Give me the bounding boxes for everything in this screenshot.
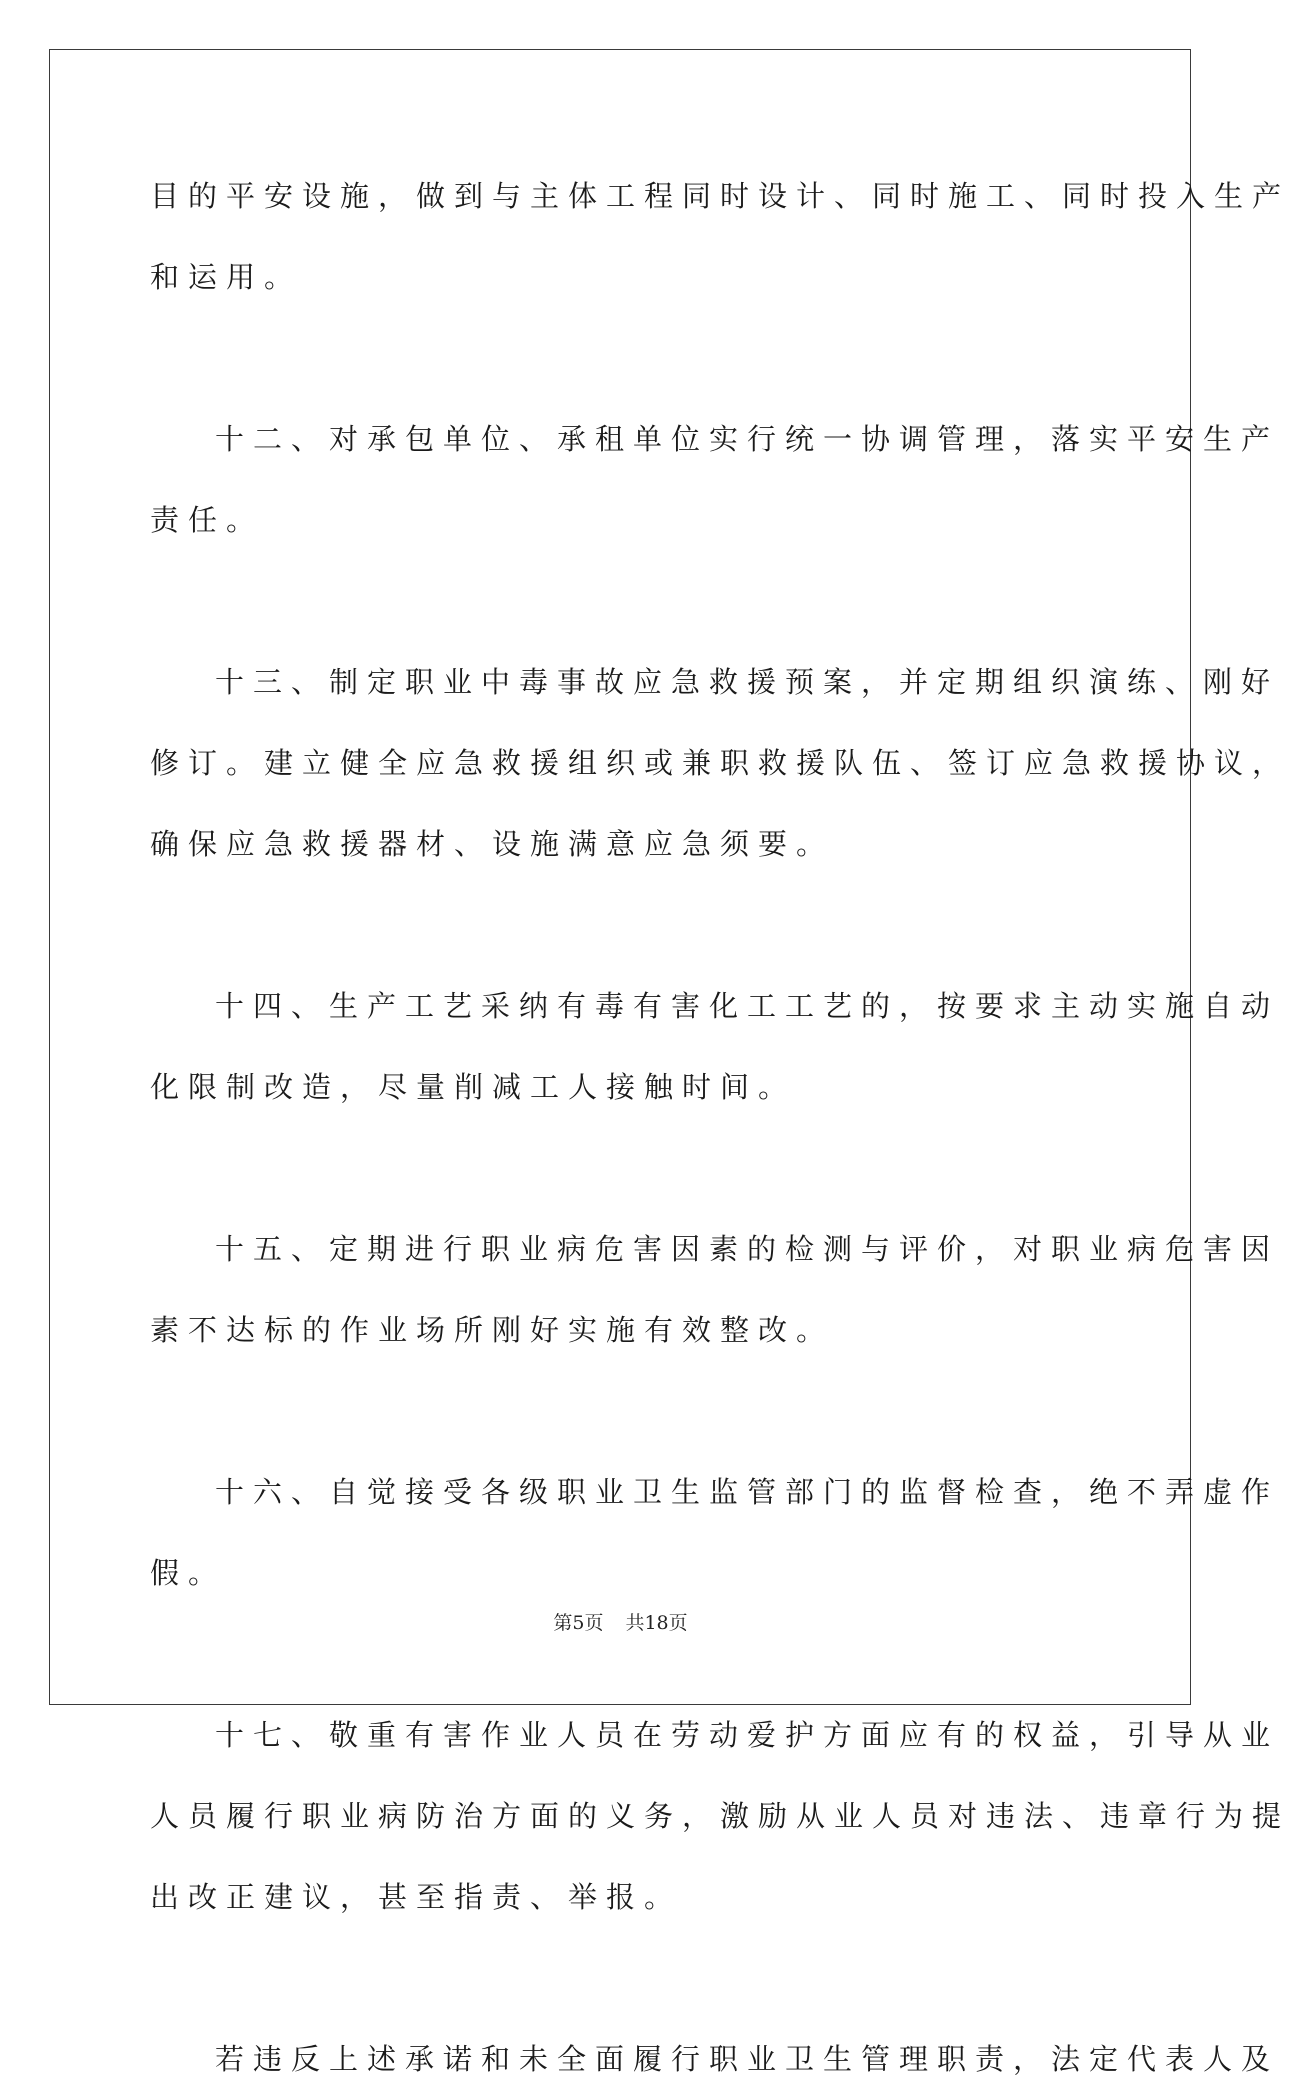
text-line: 十五、定期进行职业病危害因素的检测与评价，对职业病危害因 <box>215 1232 1280 1266</box>
text-line: 十二、对承包单位、承租单位实行统一协调管理，落实平安生产 <box>215 422 1280 456</box>
text-line: 和运用。 <box>150 260 303 294</box>
text-line: 素不达标的作业场所刚好实施有效整改。 <box>150 1313 835 1347</box>
text-line: 目的平安设施，做到与主体工程同时设计、同时施工、同时投入生产 <box>150 179 1290 213</box>
text-line: 十四、生产工艺采纳有毒有害化工工艺的，按要求主动实施自动 <box>215 989 1280 1023</box>
text-line: 责任。 <box>150 503 265 537</box>
text-line: 确保应急救援器材、设施满意应急须要。 <box>150 827 835 861</box>
text-line: 若违反上述承诺和未全面履行职业卫生管理职责，法定代表人及 <box>215 2042 1280 2076</box>
text-line: 化限制改造，尽量削减工人接触时间。 <box>150 1070 797 1104</box>
page-number: 第5页 <box>553 1612 604 1634</box>
page-total: 共18页 <box>625 1612 688 1634</box>
document-body <box>150 156 1290 2100</box>
text-line: 修订。建立健全应急救援组织或兼职救援队伍、签订应急救援协议， <box>150 746 1290 780</box>
text-line: 十七、敬重有害作业人员在劳动爱护方面应有的权益，引导从业 <box>215 1718 1280 1752</box>
text-line: 人员履行职业病防治方面的义务，激励从业人员对违法、违章行为提 <box>150 1799 1290 1833</box>
text-line: 十六、自觉接受各级职业卫生监管部门的监督检查，绝不弄虚作 <box>215 1475 1280 1509</box>
text-line: 十三、制定职业中毒事故应急救援预案，并定期组织演练、刚好 <box>215 665 1280 699</box>
text-line: 假。 <box>150 1556 227 1590</box>
page-footer <box>0 1608 1241 1635</box>
text-line: 出改正建议，甚至指责、举报。 <box>150 1880 683 1914</box>
